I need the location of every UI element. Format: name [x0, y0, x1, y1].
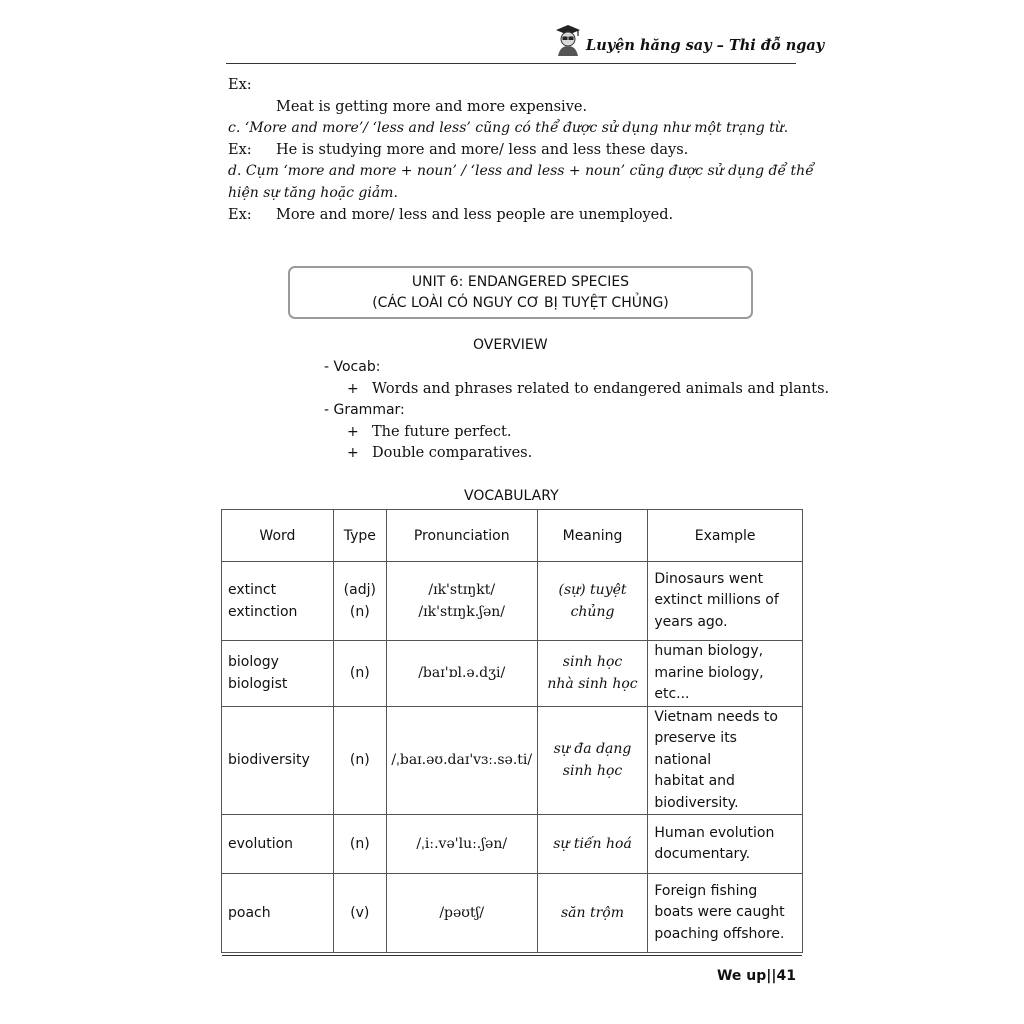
grammar-bullet-2: + [347, 445, 359, 461]
meaning-cell: săn trộm [537, 874, 648, 953]
vocab-bullet: + [347, 381, 359, 397]
header-meaning: Meaning [537, 510, 648, 562]
table-row [222, 641, 803, 707]
example-cell: Dinosaurs went extinct millions of years ago. [648, 562, 803, 641]
note-d-line2: hiện sự tăng hoặc giảm. [228, 185, 398, 201]
example-cell: human biology, marine biology, etc... [648, 641, 803, 707]
grammar-item-2: Double comparatives. [372, 445, 533, 461]
grammar-item-1: The future perfect. [372, 424, 512, 440]
mascot-graduate-icon [554, 24, 582, 56]
header-divider [226, 63, 796, 64]
ex3-text: More and more/ less and less people are unemployed. [276, 207, 674, 223]
pronunciation-cell: /pəʊtʃ/ [386, 874, 537, 953]
meaning-cell: sự tiến hoá [537, 815, 648, 874]
overview-title: OVERVIEW [473, 337, 548, 353]
unit-title: UNIT 6: ENDANGERED SPECIES [411, 274, 630, 290]
ex3-label: Ex: [228, 207, 252, 223]
table-row [222, 874, 803, 953]
note-d-line1: d. Cụm ‘more and more + noun’ / ‘less and less + noun’ cũng được sử dụng để thể [228, 163, 814, 179]
table-header-row [222, 510, 803, 562]
page-number: We up||41 [716, 968, 796, 984]
type-cell: (v) [333, 874, 386, 953]
ex2-text: He is studying more and more/ less and less these days. [276, 142, 689, 158]
type-cell: (n) [333, 641, 386, 707]
grammar-label: - Grammar: [324, 402, 405, 418]
vocabulary-title: VOCABULARY [464, 488, 559, 504]
word-cell: evolution [222, 815, 334, 874]
word-cell: biology biologist [222, 641, 334, 707]
word-cell: poach [222, 874, 334, 953]
table-row [222, 815, 803, 874]
footer-divider [222, 955, 802, 956]
vocab-label: - Vocab: [324, 359, 381, 375]
vocab-item: Words and phrases related to endangered animals and plants. [372, 381, 830, 397]
unit-subtitle: (CÁC LOÀI CÓ NGUY CƠ BỊ TUYỆT CHỦNG) [372, 295, 669, 311]
pronunciation-cell: /ɪk'stɪŋkt/ /ɪk'stɪŋk.ʃən/ [386, 562, 537, 641]
meaning-cell: sự đa dạng sinh học [537, 706, 648, 815]
pronunciation-cell: /ˌiː.və'luː.ʃən/ [386, 815, 537, 874]
table-row [222, 562, 803, 641]
header-word: Word [222, 510, 334, 562]
unit-title-box [288, 266, 753, 319]
header-type: Type [333, 510, 386, 562]
meaning-cell: sinh học nhà sinh học [537, 641, 648, 707]
grammar-bullet-1: + [347, 424, 359, 440]
vocabulary-table [221, 509, 803, 953]
note-c: c. ‘More and more’/ ‘less and less’ cũng có thể được sử dụng như một trạng từ. [228, 120, 789, 136]
example-cell: Vietnam needs to preserve its national habitat and biodiversity. [648, 706, 803, 815]
ex1-label: Ex: [228, 77, 252, 93]
word-cell: extinct extinction [222, 562, 334, 641]
pronunciation-cell: /ˌbaɪ.əʊ.daɪ'vɜː.sə.ti/ [386, 706, 537, 815]
example-cell: Human evolution documentary. [648, 815, 803, 874]
header-title: Luyện hăng say – Thi đỗ ngay [586, 37, 825, 54]
meaning-cell: (sự) tuyệt chủng [537, 562, 648, 641]
type-cell: (adj) (n) [333, 562, 386, 641]
header-pronunciation: Pronunciation [386, 510, 537, 562]
header-example: Example [648, 510, 803, 562]
word-cell: biodiversity [222, 706, 334, 815]
type-cell: (n) [333, 706, 386, 815]
type-cell: (n) [333, 815, 386, 874]
ex1-text: Meat is getting more and more expensive. [276, 99, 588, 115]
pronunciation-cell: /baɪ'ɒl.ə.dʒi/ [386, 641, 537, 707]
table-row [222, 706, 803, 815]
ex2-label: Ex: [228, 142, 252, 158]
example-cell: Foreign fishing boats were caught poaching offshore. [648, 874, 803, 953]
